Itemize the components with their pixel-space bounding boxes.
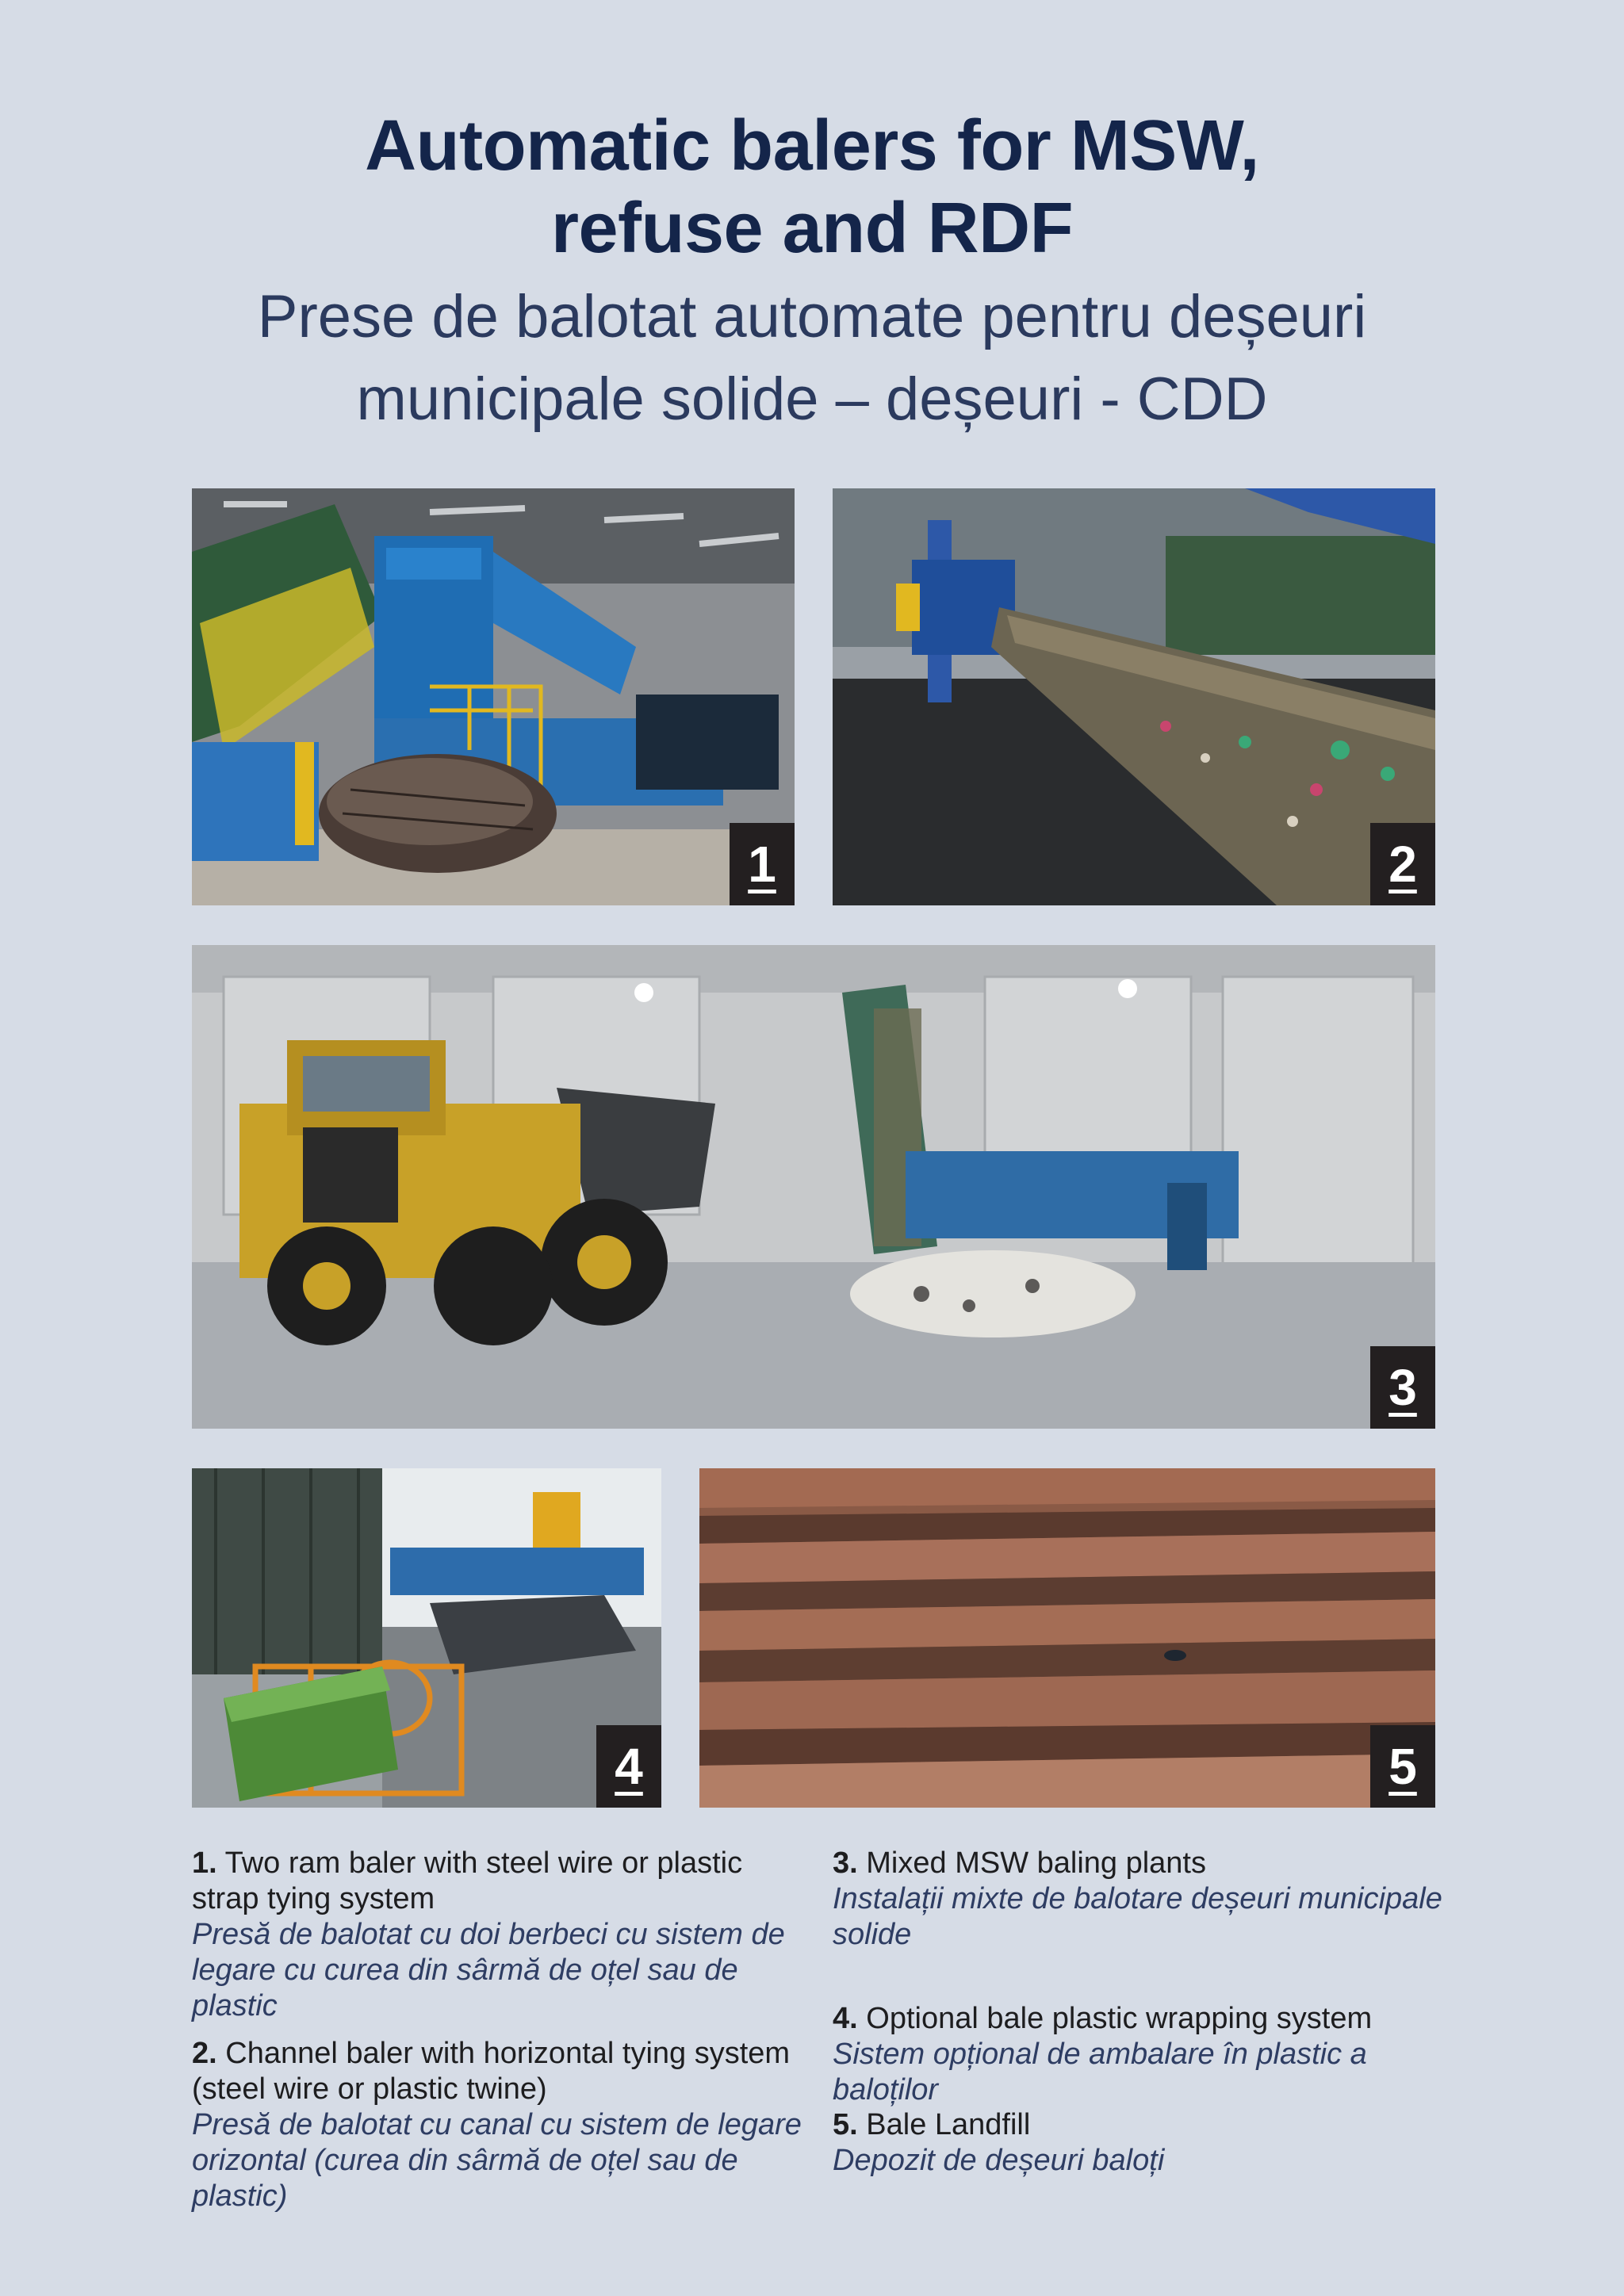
caption-english: Mixed MSW baling plants [866, 1846, 1206, 1880]
photo-number-badge: 4 [596, 1725, 661, 1808]
subtitle-line-2: municipale solide – deșeuri - CDD [356, 365, 1268, 433]
photo-two-ram-baler [192, 488, 795, 905]
caption-english: Bale Landfill [866, 2108, 1031, 2141]
caption-number: 1. [192, 1846, 217, 1880]
caption-english: Channel baler with horizontal tying system (steel wire or plastic twine) [192, 2037, 791, 2106]
subtitle-line-1: Prese de balotat automate pentru deșeuri [257, 283, 1367, 350]
caption-romanian: Depozit de deșeuri baloți [833, 2144, 1165, 2177]
page-title [0, 105, 1624, 270]
photo-channel-baler [833, 488, 1435, 905]
wrapping-illustration [192, 1468, 661, 1808]
caption-number: 4. [833, 2002, 858, 2035]
photo-number-badge: 3 [1370, 1346, 1435, 1429]
caption-english: Optional bale plastic wrapping system [866, 2002, 1373, 2035]
photo-bale-landfill [699, 1468, 1435, 1808]
caption-2 [192, 2036, 810, 2214]
baler-illustration [192, 488, 795, 905]
caption-romanian: Presă de balotat cu canal cu sistem de legare orizontal (curea din sârmă de oțel sau de plastic) [192, 2108, 802, 2213]
caption-english: Two ram baler with steel wire or plastic strap tying system [192, 1846, 743, 1915]
photo-wheel-loader [192, 945, 1435, 1429]
caption-3 [833, 1846, 1451, 1953]
photo-number-badge: 2 [1370, 823, 1435, 905]
title-line-2: refuse and RDF [550, 189, 1074, 268]
photo-bale-wrapping [192, 1468, 661, 1808]
caption-number: 5. [833, 2108, 858, 2141]
caption-5 [833, 2107, 1451, 2179]
caption-1 [192, 1846, 810, 2024]
caption-number: 3. [833, 1846, 858, 1880]
caption-4 [833, 2001, 1451, 2108]
page-subtitle [0, 276, 1624, 441]
title-line-1: Automatic balers for MSW, [365, 106, 1259, 186]
loader-illustration [192, 945, 1435, 1429]
channel-baler-illustration [833, 488, 1435, 905]
photo-number-badge: 1 [730, 823, 795, 905]
caption-romanian: Presă de balotat cu doi berbeci cu sistem de legare cu curea din sârmă de oțel sau de plastic [192, 1918, 785, 2022]
caption-romanian: Instalații mixte de balotare deșeuri municipale solide [833, 1882, 1442, 1951]
caption-number: 2. [192, 2037, 217, 2070]
caption-romanian: Sistem opțional de ambalare în plastic a baloților [833, 2038, 1367, 2107]
photo-number-badge: 5 [1370, 1725, 1435, 1808]
landfill-illustration [699, 1468, 1435, 1808]
